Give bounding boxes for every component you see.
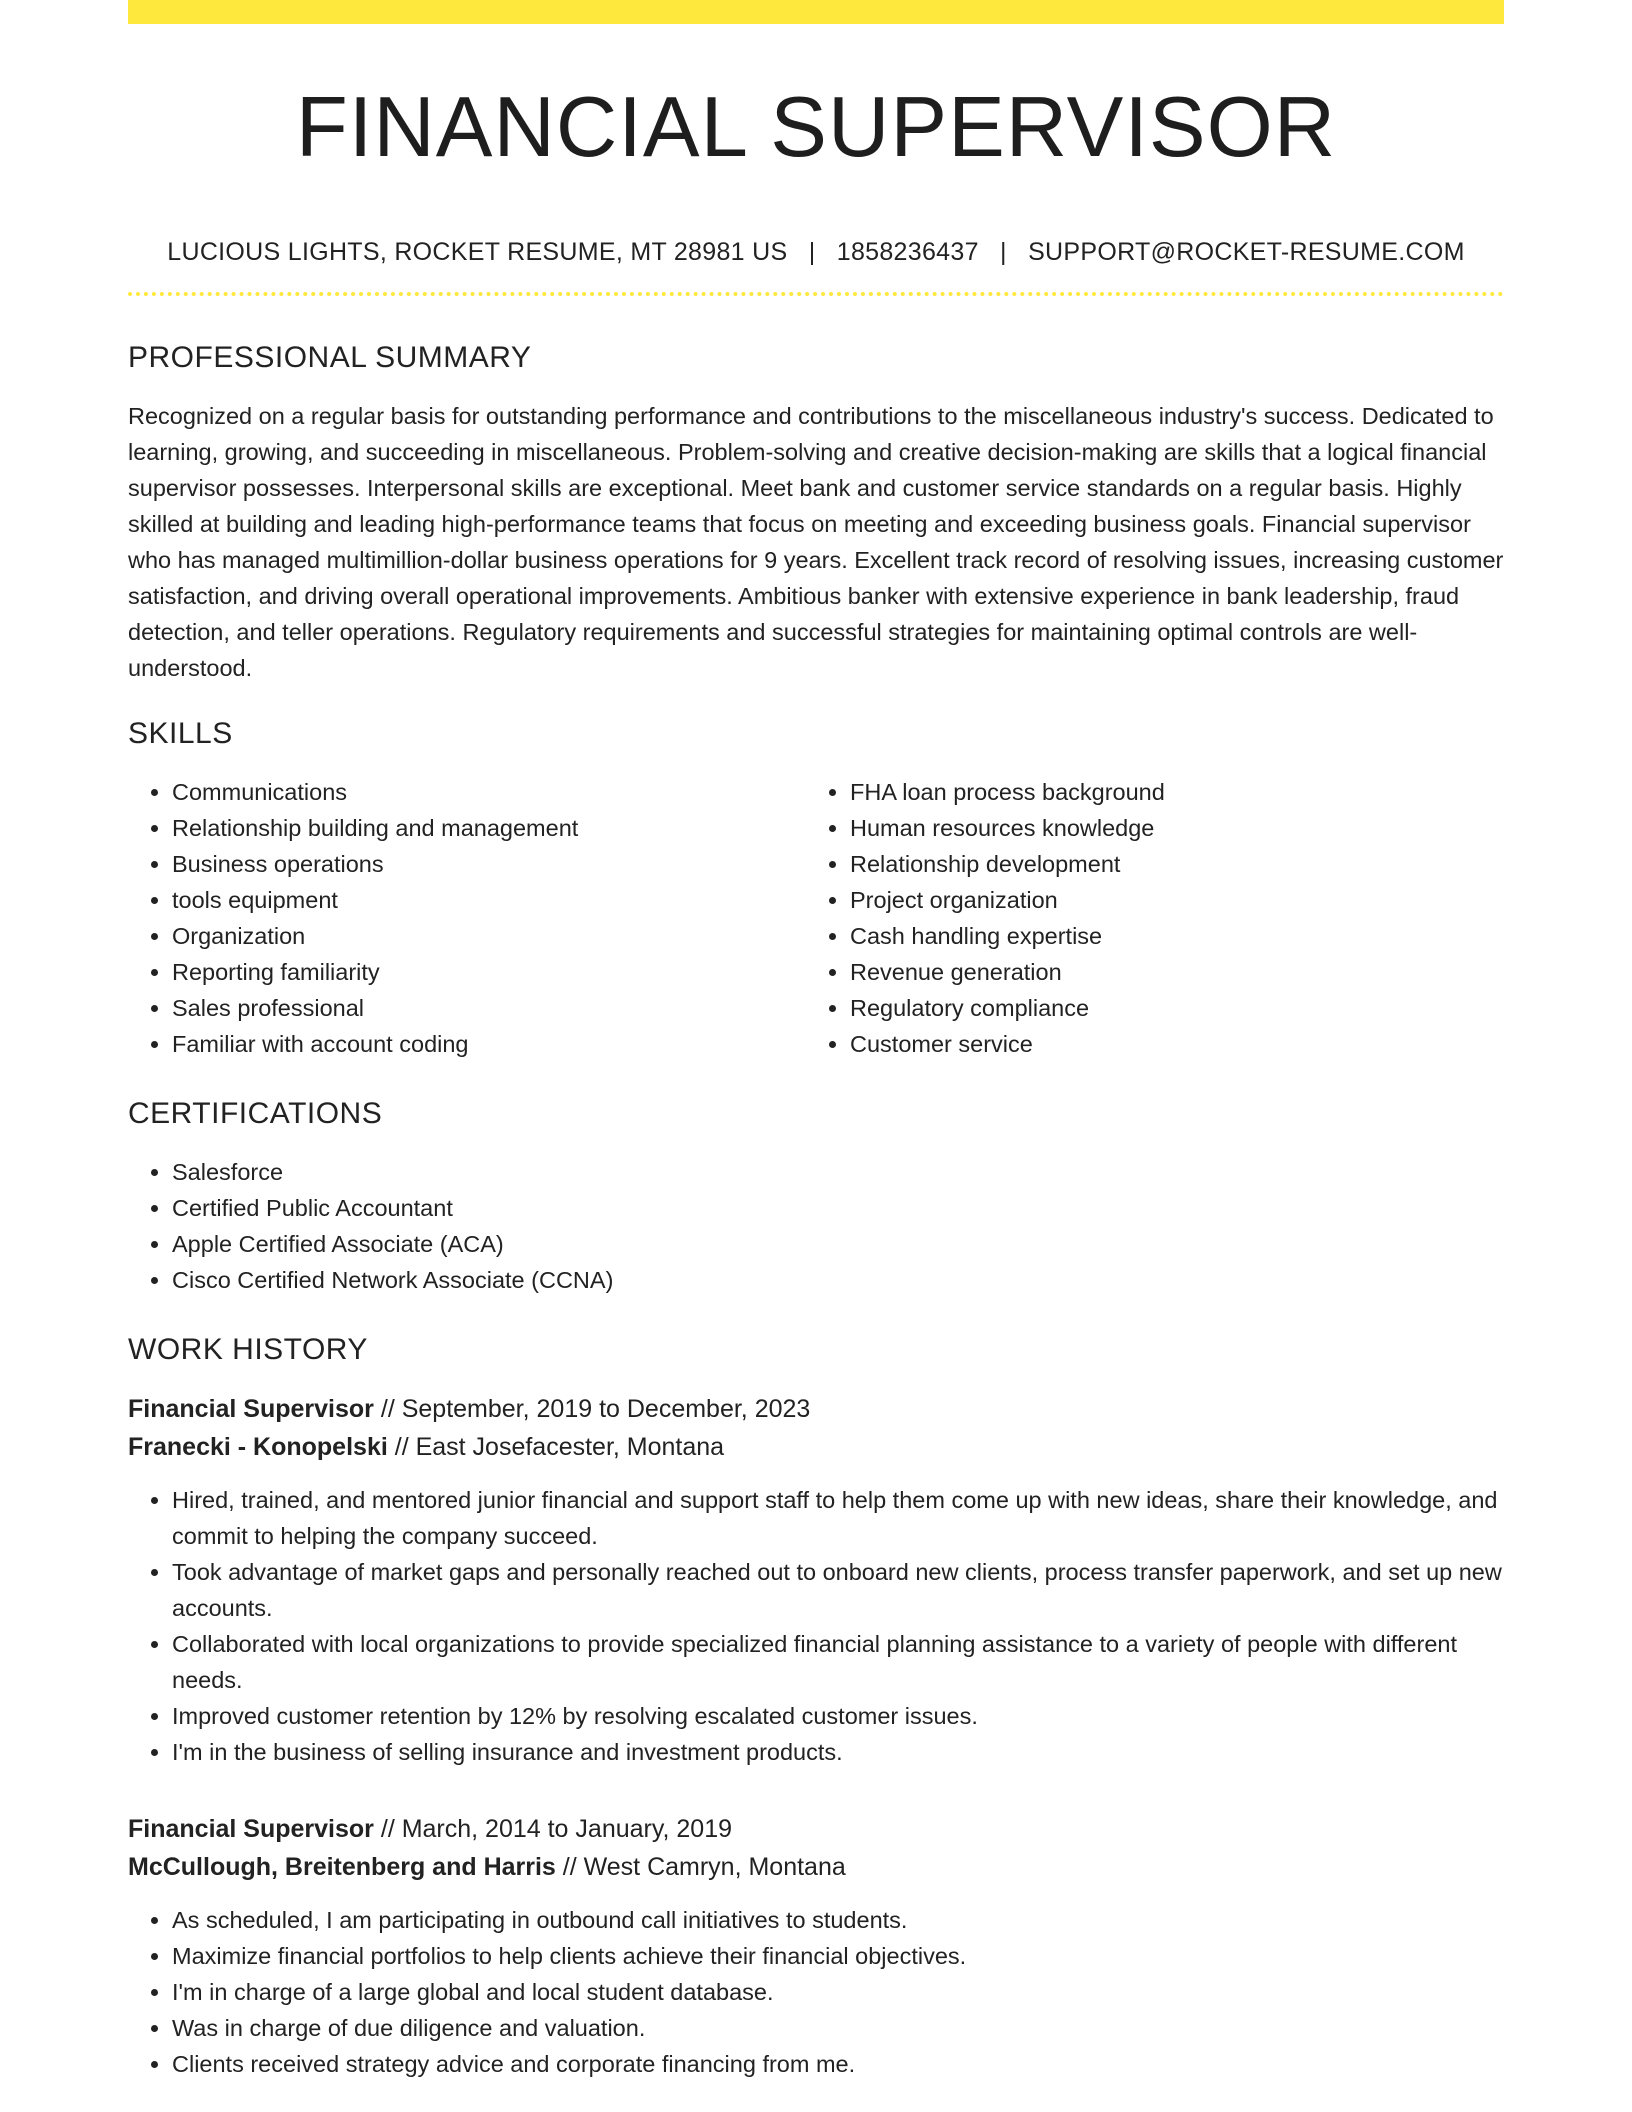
work-history-heading: WORK HISTORY	[128, 1333, 368, 1366]
skill-item: • Relationship building and management	[172, 810, 806, 846]
contact-address: LUCIOUS LIGHTS, ROCKET RESUME, MT 28981 US	[167, 238, 788, 266]
job-bullets	[128, 1902, 1504, 2082]
skill-item: • tools equipment	[172, 882, 806, 918]
job-entry	[128, 1390, 1504, 1770]
job-bullet: • Collaborated with local organizations to provide specialized financial planning assistance to a variety of people with different needs.	[172, 1626, 1504, 1698]
job-bullet: • Maximize financial portfolios to help clients achieve their financial objectives.	[172, 1938, 1504, 1974]
skills-heading: SKILLS	[128, 717, 233, 750]
skill-item: • FHA loan process background	[850, 774, 1504, 810]
summary-heading: PROFESSIONAL SUMMARY	[128, 341, 532, 374]
contact-line	[128, 236, 1504, 268]
skills-list	[128, 774, 1504, 1062]
summary-text: Recognized on a regular basis for outstanding performance and contributions to the miscellaneous industry's success. Dedicated to learning, growing, and succeeding in miscellaneous. Problem-solving and creative decision-making are skills that a logical financial supervisor possesses. Interpersonal skills are exceptional. Meet bank and customer service standards on a regular basis. Highly skilled at building and leading high-performance teams that focus on meeting and exceeding business goals. Financial supervisor who has managed multimillion-dollar business operations for 9 years. Excellent track record of resolving issues, increasing customer satisfaction, and driving overall operational improvements. Ambitious banker with extensive experience in bank leadership, fraud detection, and teller operations. Regulatory requirements and successful strategies for maintaining optimal controls are well-understood.	[128, 403, 1504, 681]
skill-item: • Relationship development	[850, 846, 1504, 882]
job-role: Financial Supervisor	[128, 1815, 374, 1843]
certification-item: • Certified Public Accountant	[172, 1190, 1504, 1226]
contact-separator: |	[808, 238, 816, 266]
job-location: // West Camryn, Montana	[555, 1853, 846, 1881]
job-company-line	[128, 1848, 1504, 1886]
job-bullet: • I'm in charge of a large global and local student database.	[172, 1974, 1504, 2010]
contact-phone: 1858236437	[836, 238, 979, 266]
certification-item: • Cisco Certified Network Associate (CCNA)	[172, 1262, 1504, 1298]
skill-item: • Cash handling expertise	[850, 918, 1504, 954]
skill-item: • Customer service	[850, 1026, 1504, 1062]
dotted-divider	[128, 292, 1504, 296]
job-entry	[128, 1810, 1504, 2082]
job-role: Financial Supervisor	[128, 1395, 374, 1423]
skills-column-right	[806, 774, 1504, 1062]
resume-title: FINANCIAL SUPERVISOR	[295, 80, 1337, 175]
job-bullet: • I'm in the business of selling insurance and investment products.	[172, 1734, 1504, 1770]
skill-item: • Familiar with account coding	[172, 1026, 806, 1062]
job-dates: // September, 2019 to December, 2023	[373, 1395, 811, 1423]
job-bullet: • Took advantage of market gaps and personally reached out to onboard new clients, process transfer paperwork, and set up new accounts.	[172, 1554, 1504, 1626]
job-role-line	[128, 1390, 1504, 1428]
skill-item: • Sales professional	[172, 990, 806, 1026]
certifications-heading: CERTIFICATIONS	[128, 1097, 383, 1130]
job-company-line	[128, 1428, 1504, 1466]
skills-column-left	[128, 774, 806, 1062]
contact-separator: |	[1000, 238, 1007, 266]
job-dates: // March, 2014 to January, 2019	[373, 1815, 733, 1843]
certification-item: • Salesforce	[172, 1154, 1504, 1190]
skill-item: • Communications	[172, 774, 806, 810]
job-bullets	[128, 1482, 1504, 1770]
job-bullet: • As scheduled, I am participating in outbound call initiatives to students.	[172, 1902, 1504, 1938]
certifications-list	[128, 1154, 1504, 1298]
skill-item: • Human resources knowledge	[850, 810, 1504, 846]
job-location: // East Josefacester, Montana	[387, 1433, 725, 1461]
skill-item: • Organization	[172, 918, 806, 954]
job-bullet: • Hired, trained, and mentored junior financial and support staff to help them come up with new ideas, share their knowledge, and commit to helping the company succeed.	[172, 1482, 1504, 1554]
job-role-line	[128, 1810, 1504, 1848]
skill-item: • Business operations	[172, 846, 806, 882]
skill-item: • Regulatory compliance	[850, 990, 1504, 1026]
skill-item: • Reporting familiarity	[172, 954, 806, 990]
job-company: McCullough, Breitenberg and Harris	[128, 1853, 556, 1881]
skill-item: • Revenue generation	[850, 954, 1504, 990]
resume-content	[128, 0, 1504, 2082]
job-bullet: • Improved customer retention by 12% by resolving escalated customer issues.	[172, 1698, 1504, 1734]
job-company: Franecki - Konopelski	[128, 1433, 388, 1461]
job-bullet: • Was in charge of due diligence and valuation.	[172, 2010, 1504, 2046]
skill-item: • Project organization	[850, 882, 1504, 918]
certification-item: • Apple Certified Associate (ACA)	[172, 1226, 1504, 1262]
job-bullet: • Clients received strategy advice and corporate financing from me.	[172, 2046, 1504, 2082]
contact-email: SUPPORT@ROCKET-RESUME.COM	[1028, 238, 1465, 266]
